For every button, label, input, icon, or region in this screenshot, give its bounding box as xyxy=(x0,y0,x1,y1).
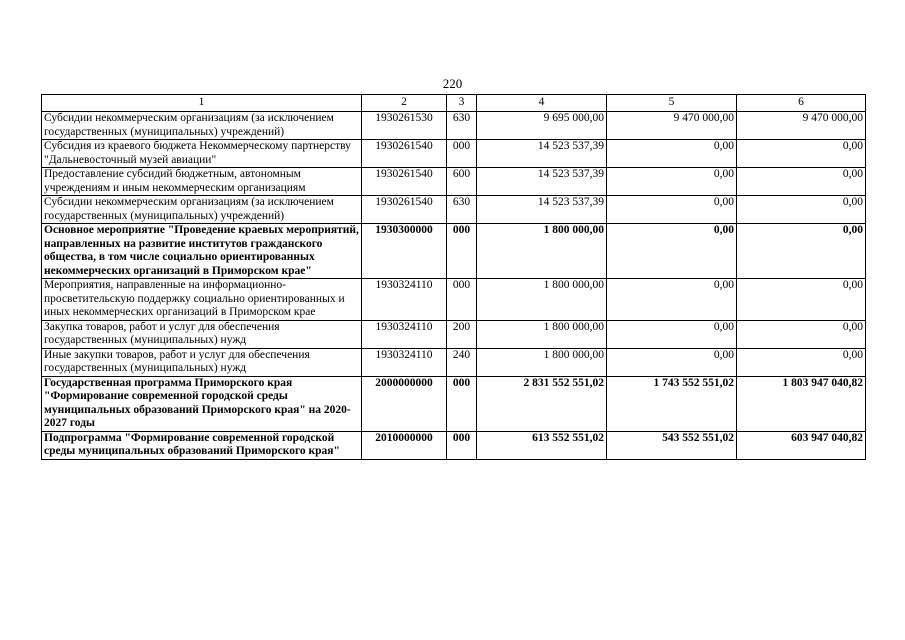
row-amount-6: 0,00 xyxy=(737,224,866,279)
header-col-4: 4 xyxy=(477,95,607,112)
header-row xyxy=(42,95,866,112)
row-code: 1930324110 xyxy=(362,348,447,376)
row-amount-4: 2 831 552 551,02 xyxy=(477,376,607,431)
row-amount-4: 1 800 000,00 xyxy=(477,320,607,348)
row-amount-5: 9 470 000,00 xyxy=(607,112,737,140)
row-amount-6: 1 803 947 040,82 xyxy=(737,376,866,431)
row-amount-6: 603 947 040,82 xyxy=(737,431,866,459)
table-row xyxy=(42,376,866,431)
row-type: 000 xyxy=(447,279,477,321)
row-type: 000 xyxy=(447,140,477,168)
table-row xyxy=(42,279,866,321)
row-type: 000 xyxy=(447,376,477,431)
row-code: 1930261540 xyxy=(362,168,447,196)
row-type: 630 xyxy=(447,112,477,140)
row-amount-4: 14 523 537,39 xyxy=(477,140,607,168)
row-code: 1930261540 xyxy=(362,196,447,224)
row-name: Субсидии некоммерческим организациям (за исключением государственных (муниципальных) учреждений) xyxy=(42,196,362,224)
table-row xyxy=(42,348,866,376)
row-amount-6: 0,00 xyxy=(737,196,866,224)
header-col-2: 2 xyxy=(362,95,447,112)
row-code: 1930261530 xyxy=(362,112,447,140)
row-amount-6: 0,00 xyxy=(737,320,866,348)
row-name: Подпрограмма "Формирование современной городской среды муниципальных образований Приморского края" xyxy=(42,431,362,459)
row-type: 000 xyxy=(447,224,477,279)
table-row xyxy=(42,112,866,140)
row-amount-6: 0,00 xyxy=(737,140,866,168)
row-amount-4: 1 800 000,00 xyxy=(477,224,607,279)
row-name: Мероприятия, направленные на информационно-просветительскую поддержку социально ориентированных и иных некоммерческих организаций в Приморском крае xyxy=(42,279,362,321)
row-amount-5: 0,00 xyxy=(607,348,737,376)
row-code: 2000000000 xyxy=(362,376,447,431)
row-type: 600 xyxy=(447,168,477,196)
row-type: 000 xyxy=(447,431,477,459)
row-name: Основное мероприятие "Проведение краевых мероприятий, направленных на развитие институтов гражданского общества, в том числе социально ориентированных некоммерческих организаций в Приморском крае" xyxy=(42,224,362,279)
row-name: Закупка товаров, работ и услуг для обеспечения государственных (муниципальных) нужд xyxy=(42,320,362,348)
row-amount-6: 0,00 xyxy=(737,348,866,376)
header-col-5: 5 xyxy=(607,95,737,112)
row-name: Иные закупки товаров, работ и услуг для обеспечения государственных (муниципальных) нужд xyxy=(42,348,362,376)
table-row xyxy=(42,224,866,279)
row-code: 1930324110 xyxy=(362,320,447,348)
row-amount-5: 0,00 xyxy=(607,140,737,168)
table-row xyxy=(42,196,866,224)
row-type: 630 xyxy=(447,196,477,224)
row-code: 1930261540 xyxy=(362,140,447,168)
table-row xyxy=(42,140,866,168)
row-code: 1930300000 xyxy=(362,224,447,279)
row-amount-5: 0,00 xyxy=(607,224,737,279)
header-col-1: 1 xyxy=(42,95,362,112)
row-amount-4: 1 800 000,00 xyxy=(477,348,607,376)
page-number: 220 xyxy=(442,76,463,91)
row-type: 240 xyxy=(447,348,477,376)
table-row xyxy=(42,320,866,348)
row-name: Субсидии некоммерческим организациям (за исключением государственных (муниципальных) учреждений) xyxy=(42,112,362,140)
row-amount-4: 9 695 000,00 xyxy=(477,112,607,140)
row-code: 2010000000 xyxy=(362,431,447,459)
row-amount-4: 14 523 537,39 xyxy=(477,196,607,224)
row-amount-5: 1 743 552 551,02 xyxy=(607,376,737,431)
row-amount-5: 0,00 xyxy=(607,279,737,321)
row-amount-6: 0,00 xyxy=(737,279,866,321)
row-amount-4: 14 523 537,39 xyxy=(477,168,607,196)
row-amount-5: 0,00 xyxy=(607,168,737,196)
row-amount-5: 543 552 551,02 xyxy=(607,431,737,459)
row-type: 200 xyxy=(447,320,477,348)
row-name: Предоставление субсидий бюджетным, автономным учреждениям и иным некоммерческим организациям xyxy=(42,168,362,196)
row-code: 1930324110 xyxy=(362,279,447,321)
header-col-3: 3 xyxy=(447,95,477,112)
row-name: Государственная программа Приморского края "Формирование современной городской среды муниципальных образований Приморского края" на 2020-2027 годы xyxy=(42,376,362,431)
header-col-6: 6 xyxy=(737,95,866,112)
row-amount-5: 0,00 xyxy=(607,196,737,224)
table-row xyxy=(42,168,866,196)
row-amount-4: 613 552 551,02 xyxy=(477,431,607,459)
row-amount-6: 9 470 000,00 xyxy=(737,112,866,140)
budget-table xyxy=(41,94,866,460)
row-amount-5: 0,00 xyxy=(607,320,737,348)
row-name: Субсидия из краевого бюджета Некоммерческому партнерству "Дальневосточный музей авиации" xyxy=(42,140,362,168)
table-row xyxy=(42,431,866,459)
row-amount-6: 0,00 xyxy=(737,168,866,196)
row-amount-4: 1 800 000,00 xyxy=(477,279,607,321)
